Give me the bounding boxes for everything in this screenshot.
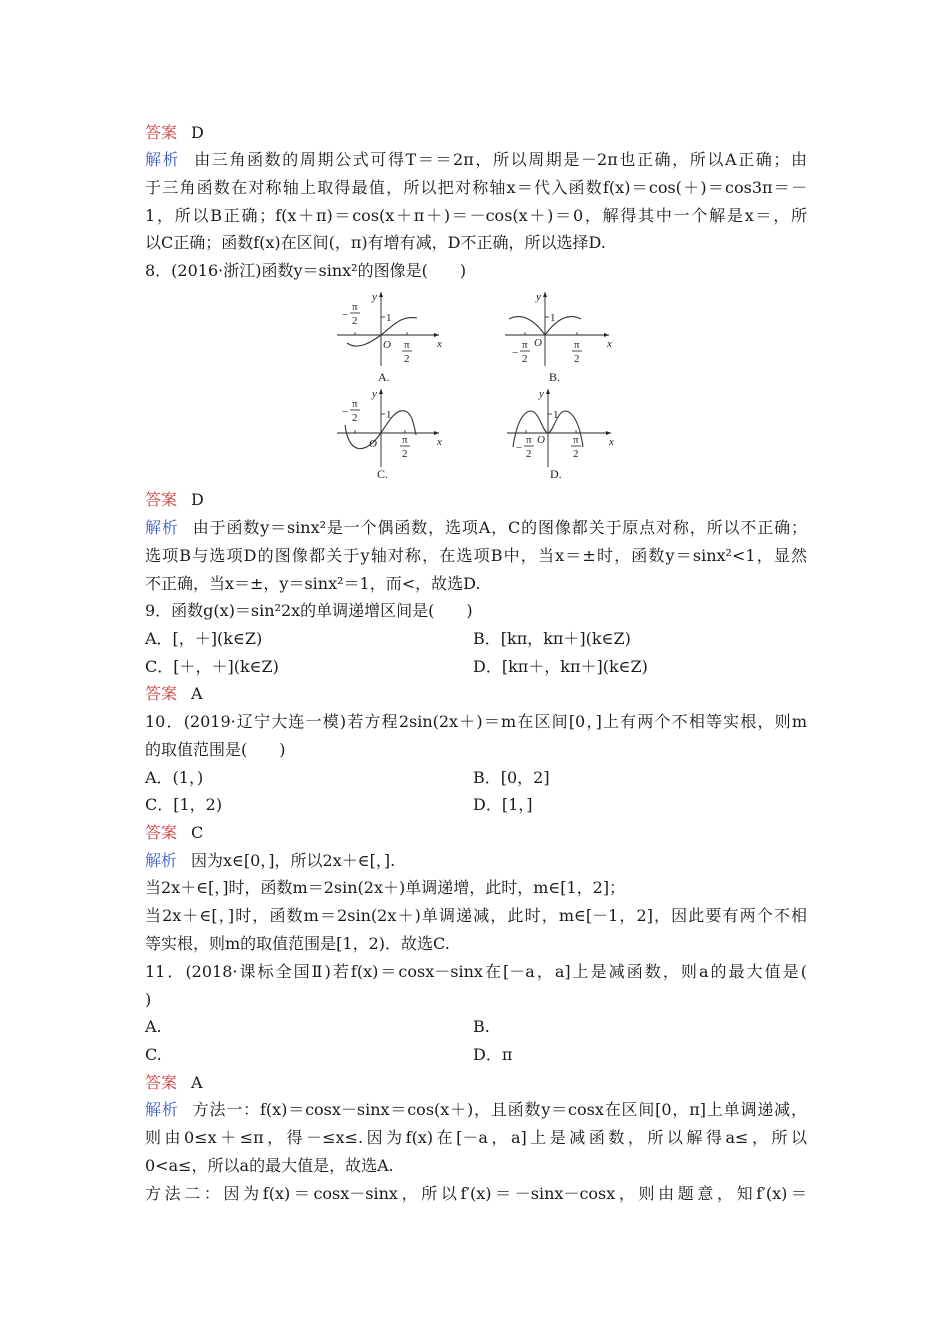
- line-text: A: [191, 1073, 203, 1092]
- one-label: 1: [386, 409, 392, 421]
- answer-label: 答案: [145, 684, 178, 703]
- line-text: 1，所以B正确；f(x＋π)＝cos(x＋π＋)＝－cos(x＋)＝0，解得其中一个解是x＝，所: [145, 206, 807, 225]
- line-text: C: [191, 823, 204, 842]
- answer-line: [145, 488, 807, 512]
- line-text: A.: [145, 1017, 162, 1036]
- graph-option-d: [505, 385, 615, 474]
- text-line: [145, 231, 807, 255]
- text-line: [145, 599, 807, 623]
- analysis-label: 解析: [145, 518, 179, 537]
- text-line: [145, 988, 807, 1012]
- denominator-label: 2: [573, 448, 579, 460]
- option-right-text: D．[1，]: [473, 795, 533, 814]
- line-text: 的取值范围是( ): [145, 740, 286, 759]
- text-line: [145, 544, 807, 568]
- line-text: 则由0≤x＋≤π，得－≤x≤.因为f(x)在[－a，a]上是减函数，所以解得a≤，所以: [145, 1128, 807, 1147]
- text-line: [145, 904, 807, 928]
- answer-line: [145, 821, 807, 845]
- line-text: 方法一：f(x)＝cosx－sinx＝cos(x＋)，且函数y＝cosx在区间[0，π]上单调递减，: [192, 1100, 807, 1119]
- y-axis-label: y: [372, 388, 377, 400]
- denominator-label: 2: [352, 412, 358, 424]
- text-line: [145, 793, 807, 817]
- graph-svg: [335, 288, 445, 373]
- text-line: [145, 572, 807, 596]
- y-axis-label: y: [372, 291, 377, 303]
- one-label: 1: [386, 312, 392, 324]
- text-line: [145, 176, 807, 200]
- text-line: [145, 766, 807, 790]
- line-text: 方法二：因为f(x)＝cosx－sinx，所以f′(x)＝－sinx－cosx，则由题意，知f′(x)＝: [145, 1184, 807, 1203]
- axes: [507, 389, 611, 467]
- line-text: 由三角函数的周期公式可得T＝＝2π，所以周期是－2π也正确，所以A正确；由: [194, 150, 807, 169]
- half-pi-label: [402, 339, 412, 365]
- neg-half-pi-label: [512, 339, 530, 365]
- neg-half-pi-label: [342, 398, 360, 424]
- graph-svg: [505, 385, 615, 470]
- denominator-label: 2: [404, 353, 410, 365]
- answer-line: [145, 682, 807, 706]
- graph-caption-d: D.: [550, 467, 562, 481]
- analysis-line: [145, 516, 807, 540]
- axes: [505, 292, 609, 366]
- one-label: 1: [550, 312, 556, 324]
- text-line: [145, 1126, 807, 1150]
- denominator-label: 2: [402, 448, 408, 460]
- line-text: D: [191, 490, 204, 509]
- analysis-line: [145, 1098, 807, 1122]
- pi-label: π: [352, 301, 358, 313]
- x-axis-label: x: [607, 338, 612, 350]
- denominator-label: 2: [522, 353, 528, 365]
- minus-sign: −: [512, 347, 519, 359]
- line-text: D: [191, 123, 204, 142]
- minus-sign: −: [342, 406, 349, 418]
- text-line: [145, 960, 807, 984]
- line-text: 9．函数g(x)＝sin²2x的单调递增区间是( ): [145, 601, 473, 620]
- pi-label: π: [352, 398, 358, 410]
- y-axis-label: y: [539, 388, 544, 400]
- text-line: [145, 204, 807, 228]
- graph-caption-c: C.: [377, 467, 389, 481]
- answer-label: 答案: [145, 1073, 178, 1092]
- graph-option-c: [335, 385, 445, 474]
- text-line: [145, 1154, 807, 1178]
- x-axis-label: x: [609, 436, 614, 448]
- pi-label: π: [404, 339, 410, 351]
- origin-label: O: [383, 339, 391, 351]
- line-text: C.: [145, 1045, 162, 1064]
- text-line: [145, 876, 807, 900]
- line-text: A．(1，): [145, 768, 204, 787]
- x-axis-label: x: [437, 436, 442, 448]
- half-pi-label: [572, 339, 582, 365]
- text-line: [145, 627, 807, 651]
- text-line: [145, 655, 807, 679]
- denominator-label: 2: [574, 353, 580, 365]
- line-text: A．[，＋](k∈Z): [145, 629, 263, 648]
- text-line: [145, 710, 807, 734]
- line-text: 当2x＋∈[，]时，函数m＝2sin(2x＋)单调递增，此时，m∈[1，2]；: [145, 878, 626, 897]
- analysis-label: 解析: [145, 150, 181, 169]
- graph-option-b: [503, 288, 613, 377]
- pi-label: π: [522, 339, 528, 351]
- answer-label: 答案: [145, 123, 178, 142]
- graph-caption-a: A.: [378, 370, 390, 384]
- graph-svg: [335, 385, 445, 470]
- line-text: 等实根，则m的取值范围是[1，2)．故选C.: [145, 934, 450, 953]
- answer-line: [145, 121, 807, 145]
- analysis-label: 解析: [145, 1100, 179, 1119]
- line-text: 于三角函数在对称轴上取得最值，所以把对称轴x＝代入函数f(x)＝cos(＋)＝cos3π＝－: [145, 178, 807, 197]
- line-text: ): [145, 990, 152, 1009]
- analysis-line: [145, 849, 807, 873]
- text-line: [145, 1182, 807, 1206]
- neg-half-pi-label: [516, 434, 534, 460]
- text-line: [145, 1043, 807, 1067]
- pi-label: π: [573, 434, 579, 446]
- origin-label: O: [369, 438, 377, 450]
- graph-option-a: [335, 288, 445, 377]
- text-line: [145, 259, 807, 283]
- line-text: 8．(2016·浙江)函数y＝sinx²的图像是( ): [145, 261, 467, 280]
- line-text: 以C正确；函数f(x)在区间(，π)有增有减，D不正确，所以选择D.: [145, 233, 606, 252]
- analysis-line: [145, 148, 807, 172]
- line-text: 由于函数y＝sinx²是一个偶函数，选项A，C的图像都关于原点对称，所以不正确；: [192, 518, 807, 537]
- option-right-text: D．π: [473, 1045, 513, 1064]
- line-text: 11．(2018·课标全国Ⅱ)若f(x)＝cosx－sinx在[－a，a]上是减函数，则a的最大值是(: [145, 962, 807, 981]
- denominator-label: 2: [526, 448, 532, 460]
- half-pi-label: [571, 434, 581, 460]
- origin-label: O: [537, 434, 545, 446]
- line-text: 当2x＋∈[，]时，函数m＝2sin(2x＋)单调递减，此时，m∈[－1，2]，因此要有两个不相: [145, 906, 807, 925]
- y-axis-label: y: [536, 291, 541, 303]
- text-line: [145, 1015, 807, 1039]
- pi-label: π: [574, 339, 580, 351]
- line-text: 选项B与选项D的图像都关于y轴对称，在选项B中，当x＝±时，函数y＝sinx²<1，显然: [145, 546, 807, 565]
- answer-label: 答案: [145, 490, 178, 509]
- option-right-text: B．[kπ，kπ＋](k∈Z): [473, 629, 631, 648]
- answer-label: 答案: [145, 823, 178, 842]
- option-right-text: B．[0，2]: [473, 768, 550, 787]
- text-line: [145, 738, 807, 762]
- origin-label: O: [534, 337, 542, 349]
- minus-sign: −: [342, 309, 349, 321]
- line-text: 因为x∈[0，]，所以2x＋∈[，].: [191, 851, 396, 870]
- one-label: 1: [553, 409, 559, 421]
- line-text: A: [191, 684, 203, 703]
- line-text: 0<a≤，所以a的最大值是，故选A.: [145, 1156, 394, 1175]
- half-pi-label: [400, 434, 410, 460]
- line-text: 不正确，当x＝±，y＝sinx²＝1，而<，故选D.: [145, 574, 481, 593]
- option-right-text: D．[kπ＋，kπ＋](k∈Z): [473, 657, 648, 676]
- graph-svg: [503, 288, 613, 373]
- option-right-text: B.: [473, 1017, 490, 1036]
- text-line: [145, 932, 807, 956]
- line-text: C．[＋，＋](k∈Z): [145, 657, 279, 676]
- neg-half-pi-label: [342, 301, 360, 327]
- denominator-label: 2: [352, 315, 358, 327]
- graph-caption-b: B.: [549, 370, 561, 384]
- minus-sign: −: [516, 442, 523, 454]
- line-text: 10．(2019·辽宁大连一模)若方程2sin(2x＋)＝m在区间[0，]上有两个不相等实根，则m: [145, 712, 807, 731]
- pi-label: π: [402, 434, 408, 446]
- pi-label: π: [526, 434, 532, 446]
- analysis-label: 解析: [145, 851, 178, 870]
- answer-line: [145, 1071, 807, 1095]
- line-text: C．[1，2): [145, 795, 223, 814]
- x-axis-label: x: [437, 338, 442, 350]
